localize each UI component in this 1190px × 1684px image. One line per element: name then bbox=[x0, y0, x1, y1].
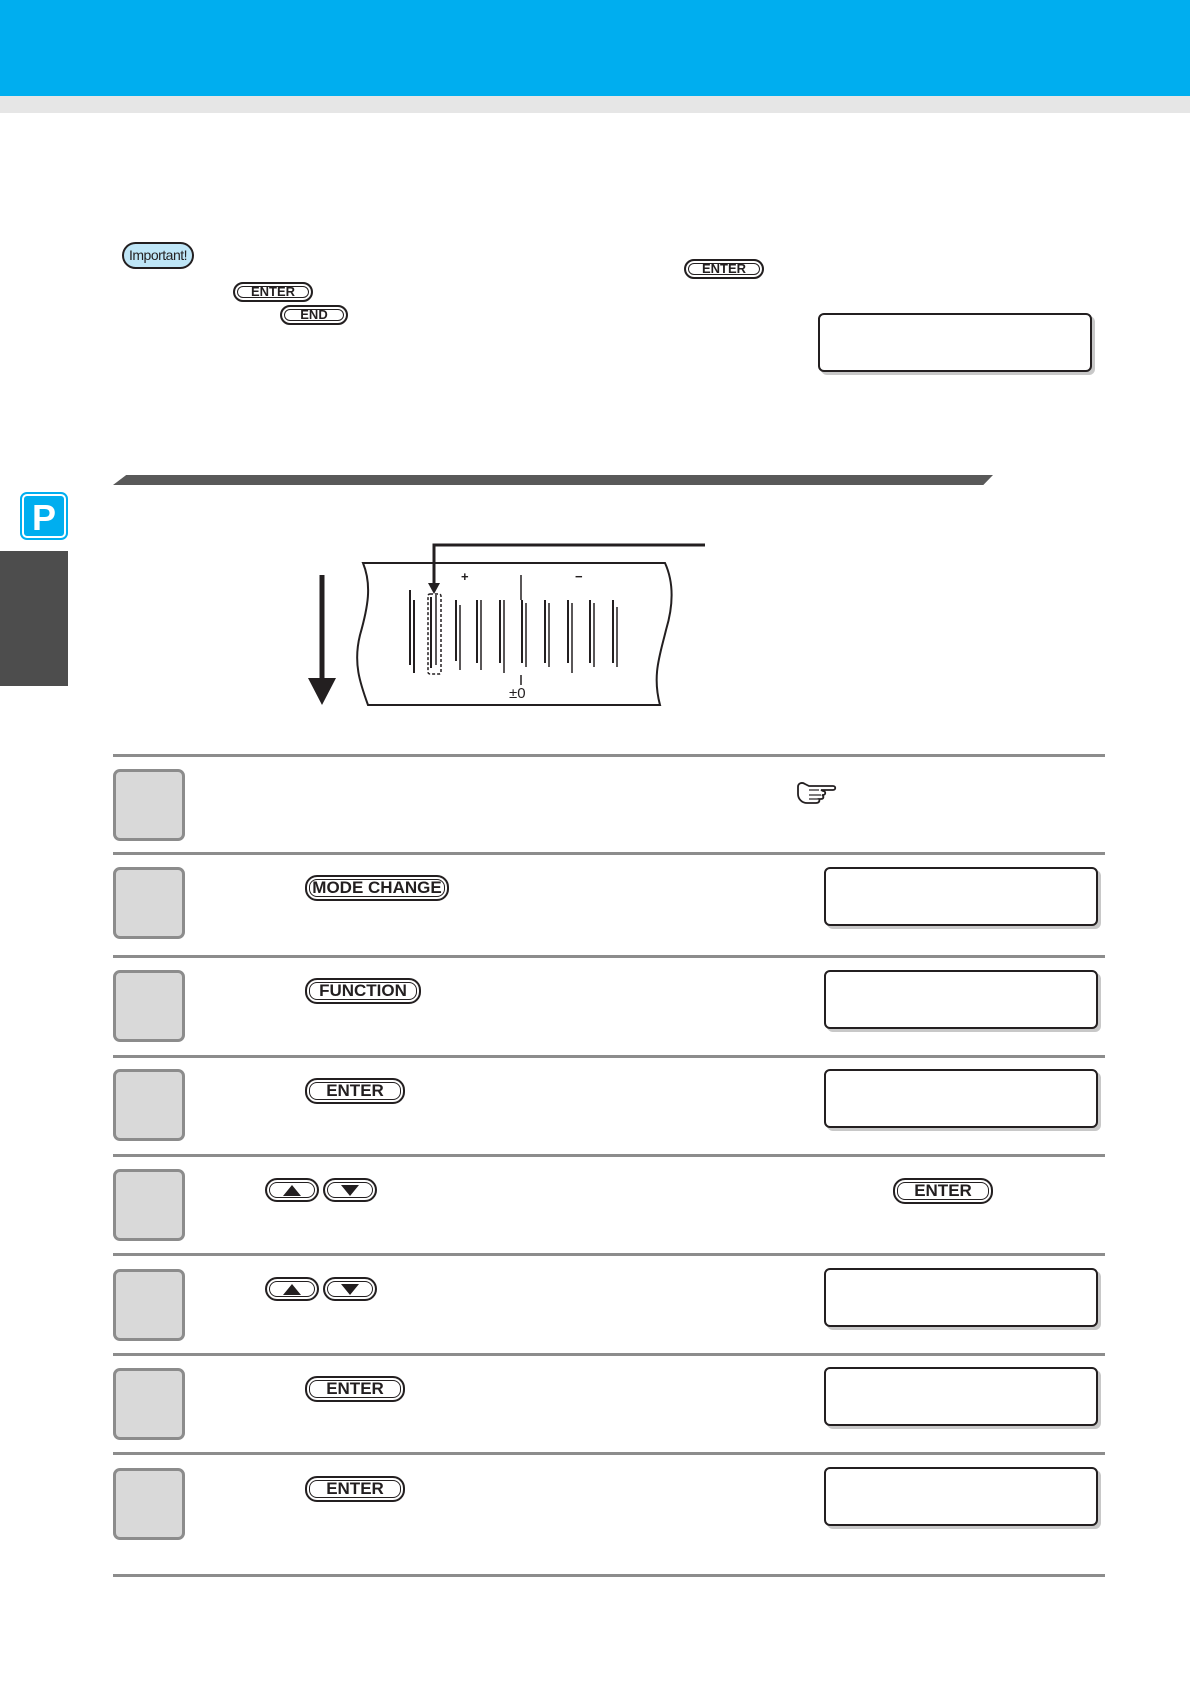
up-triangle-icon bbox=[283, 1185, 301, 1196]
step-number-box bbox=[113, 867, 185, 939]
mode-change-key: MODE CHANGE bbox=[305, 875, 449, 901]
lcd-display bbox=[824, 867, 1098, 926]
step-divider bbox=[113, 1353, 1105, 1356]
chapter-badge: P bbox=[22, 494, 66, 538]
up-triangle-icon bbox=[283, 1284, 301, 1295]
test-pattern-diagram bbox=[300, 535, 720, 715]
feed-direction-arrow-head bbox=[308, 678, 336, 705]
lcd-display bbox=[824, 1069, 1098, 1128]
enter-key: ENTER bbox=[305, 1476, 405, 1502]
step-divider bbox=[113, 754, 1105, 757]
down-key bbox=[323, 1277, 377, 1301]
lcd-display bbox=[824, 1268, 1098, 1327]
important-badge: Important! bbox=[122, 242, 194, 269]
zero-label: ±0 bbox=[509, 685, 526, 702]
header-band bbox=[0, 0, 1190, 96]
minus-label: − bbox=[575, 569, 583, 584]
media-outline bbox=[357, 563, 671, 705]
header-stripe bbox=[0, 96, 1190, 113]
step-divider bbox=[113, 1253, 1105, 1256]
step-divider bbox=[113, 1574, 1105, 1577]
step-divider bbox=[113, 955, 1105, 958]
step-divider bbox=[113, 1154, 1105, 1157]
step-divider bbox=[113, 852, 1105, 855]
plus-label: + bbox=[461, 569, 469, 584]
enter-key: ENTER bbox=[305, 1376, 405, 1402]
end-key: END bbox=[280, 305, 348, 325]
step-number-box bbox=[113, 1368, 185, 1440]
step-number-box bbox=[113, 970, 185, 1042]
lcd-display bbox=[818, 313, 1092, 372]
function-key: FUNCTION bbox=[305, 978, 421, 1004]
lcd-display bbox=[824, 1467, 1098, 1526]
section-heading-bar bbox=[113, 475, 993, 485]
pointing-hand-icon bbox=[795, 779, 837, 805]
chapter-side-tab bbox=[0, 551, 68, 686]
down-triangle-icon bbox=[341, 1284, 359, 1295]
up-key bbox=[265, 1178, 319, 1202]
down-key bbox=[323, 1178, 377, 1202]
lcd-display bbox=[824, 970, 1098, 1029]
enter-key: ENTER bbox=[684, 259, 764, 279]
step-divider bbox=[113, 1452, 1105, 1455]
step-number-box bbox=[113, 769, 185, 841]
step-number-box bbox=[113, 1169, 185, 1241]
step-number-box bbox=[113, 1269, 185, 1341]
enter-key: ENTER bbox=[893, 1178, 993, 1204]
enter-key: ENTER bbox=[305, 1078, 405, 1104]
step-divider bbox=[113, 1055, 1105, 1058]
up-key bbox=[265, 1277, 319, 1301]
down-triangle-icon bbox=[341, 1185, 359, 1196]
enter-key: ENTER bbox=[233, 282, 313, 302]
step-number-box bbox=[113, 1468, 185, 1540]
step-number-box bbox=[113, 1069, 185, 1141]
lcd-display bbox=[824, 1367, 1098, 1426]
